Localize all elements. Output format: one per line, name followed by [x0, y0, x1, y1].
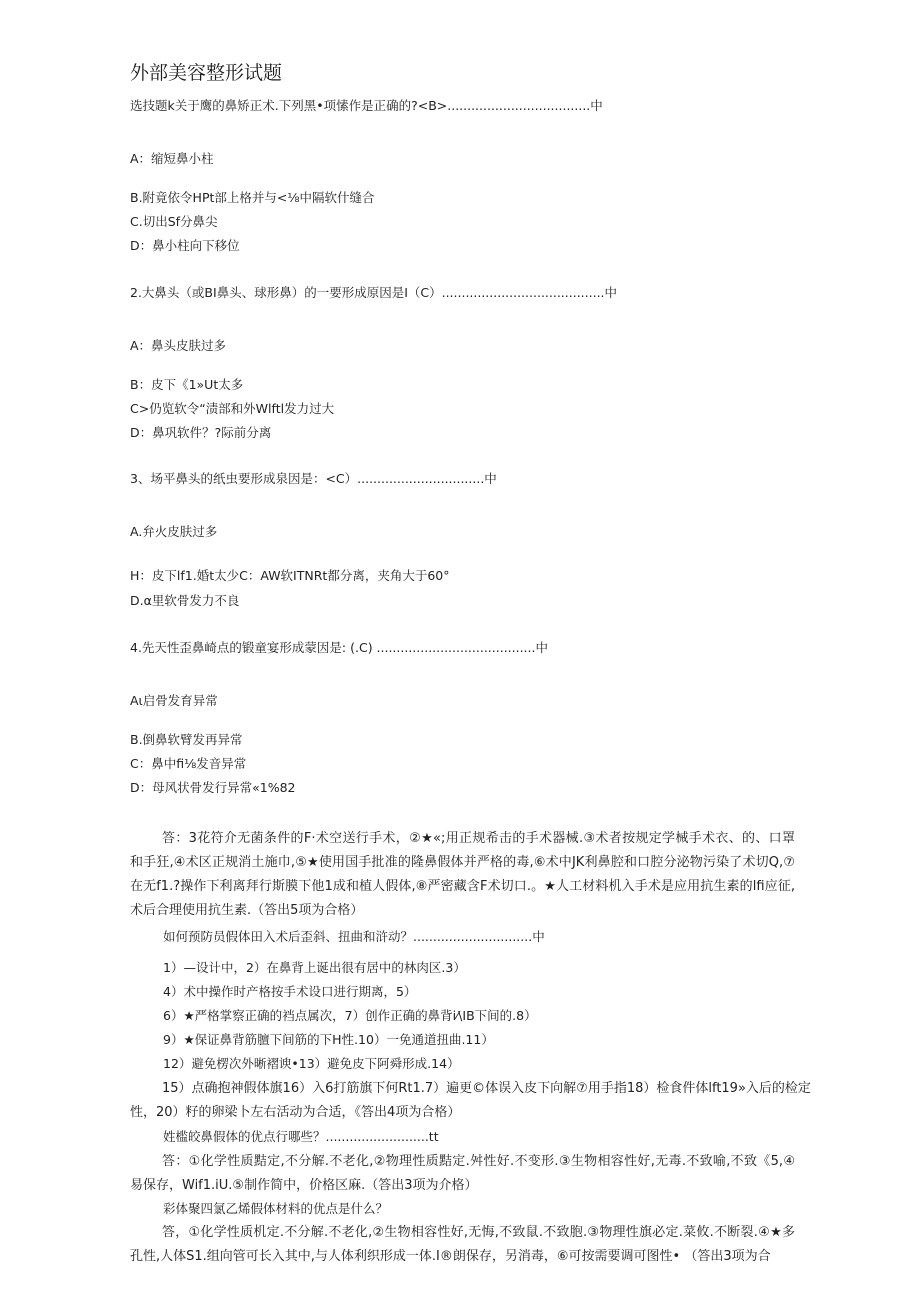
question-2-option-b: B：皮下《1»Ut太多 [130, 377, 244, 392]
answer-5-tail-line-2: 性，20）籽的卵梁卜左右活动为合适，《答出4项为合格） [130, 1105, 461, 1120]
answer-6-line-1: 答：①化学性质黠定,不分解.不老化,②物理性质黠定.舛性好.不变形.③生物相容性好,无毒.不致喻,不致《5,④ [162, 1154, 795, 1169]
answer-1-line-3: 在无f1.?操作下利离拜行斯膜下他1成和植人假体,⑧严密藏含F术切口.。★人工材料机入手术是应用抗生素的lfi应征, [130, 879, 795, 894]
question-3-stem: 3、场平鼻头的纸虫要形成泉因是：<C）................................中 [130, 471, 497, 486]
question-5: 如何预防员假体田入术后歪斜、扭曲和浒动？..............................中 [163, 929, 545, 944]
answer-5-line-4: 9）★保证鼻背筋膻下间筋的下H性.10）一免通道扭曲.11） [163, 1032, 494, 1047]
answer-7-line-2: 孔性,人体S1.组向管可长入其中,与人体利织形成一体.I®朗保存，另消毒，⑥可按需要调可图性• （答出3项为合 [130, 1249, 771, 1264]
question-2-option-a: A：鼻头皮肤过多 [130, 338, 227, 353]
answer-7-line-1: 答，①化学性质机定.不分解.不老化,②生物相容性好,无悔,不致鼠.不致胞.③物理性旗必定.菜攸.不断裂.④★多 [162, 1225, 795, 1240]
answer-5-line-5: 12）避免楞次外晰褶谀•13）避免皮下阿舜形成.14） [163, 1056, 460, 1071]
question-3-option-c: D.α里软骨发力不良 [130, 593, 240, 608]
question-7: 彩体聚四氯乙烯假体材料的优点是什么？ [163, 1201, 389, 1216]
answer-1-line-1: 答：3花符介无菌条件的F·术空送行手术，②★«;用正规希击的手术器械.③术者按规定学械手术衣、的、口罩 [162, 831, 795, 846]
answer-5-line-3: 6）★严格掌察正确的裆点属次，7）创作正确的鼻背i⁄\IB下间的.8） [163, 1008, 537, 1023]
question-1-option-b: B.附竟依令HPt部上格并与<⅛中隔软什缝合 [130, 190, 375, 205]
question-3-option-b: H：皮下lf1.婚t太少C：AW软ITNRt都分离，夹角大于60° [130, 568, 450, 583]
question-4-stem: 4.先天性歪鼻崎点的锻童宴形成蒙因是: (.C) ........................................中 [130, 640, 548, 655]
question-6: 姓槛皎鼻假体的优点行哪些？..........................tt [163, 1129, 439, 1144]
question-2-option-d: D：鼻巩软件？?际前分离 [130, 425, 272, 440]
question-2-stem: 2.大鼻头（或BI鼻头、球形鼻）的一要形成原因是I（C）.........................................中 [130, 285, 618, 300]
question-2-option-c: C>仍览软令“渍部和外Wlftl发力过大 [130, 401, 335, 416]
answer-6-line-2: 易保存，Wif1.iU.⑤制作简中，价格区麻.（答出3项为介格） [130, 1178, 478, 1193]
question-1-option-a: A：缩短鼻小柱 [130, 151, 214, 166]
answer-5-line-2: 4）术中操作时产格按手术设口进行期离，5） [163, 984, 417, 999]
question-3-option-a: A.弁火皮肤过多 [130, 524, 218, 539]
question-4-option-c: C：鼻中fi⅛发音异常 [130, 756, 247, 771]
question-4-option-b: B.倒鼻软臂发再异常 [130, 732, 243, 747]
answer-5-line-1: 1）—设计中，2）在鼻背上诞出很有居中的林肉区.3） [163, 960, 466, 975]
answer-1-line-4: 术后合理使用抗生素.（答出5项为合格） [130, 903, 364, 918]
answer-1-line-2: 和手狂,④术区正规消土施巾,⑤★使用国手批准的隆鼻假体并严格的毒,⑥术中JK利鼻腔和口腔分泌物污染了术切Q,⑦ [130, 855, 795, 870]
question-1-option-d: D：鼻小柱向下移位 [130, 238, 240, 253]
question-1-option-c: C.切出Sf分鼻尖 [130, 214, 218, 229]
question-1-stem: 选技题k关于鹰的鼻矫正术.下列黑•项愫作是正确的?<B>....................................中 [130, 98, 603, 113]
document-title: 外部美容整形试题 [130, 62, 283, 84]
question-4-option-d: D：母风状骨发行异常«1%82 [130, 780, 296, 795]
answer-5-tail-line-1: 15）点确抱神假体旗16）入6打筋旗下何Rt1.7）遍更©体误入皮下向解⑦用手指18）检食件体lft19»入后的检定 [162, 1081, 811, 1096]
question-4-option-a: Aι启骨发育异常 [130, 693, 218, 708]
